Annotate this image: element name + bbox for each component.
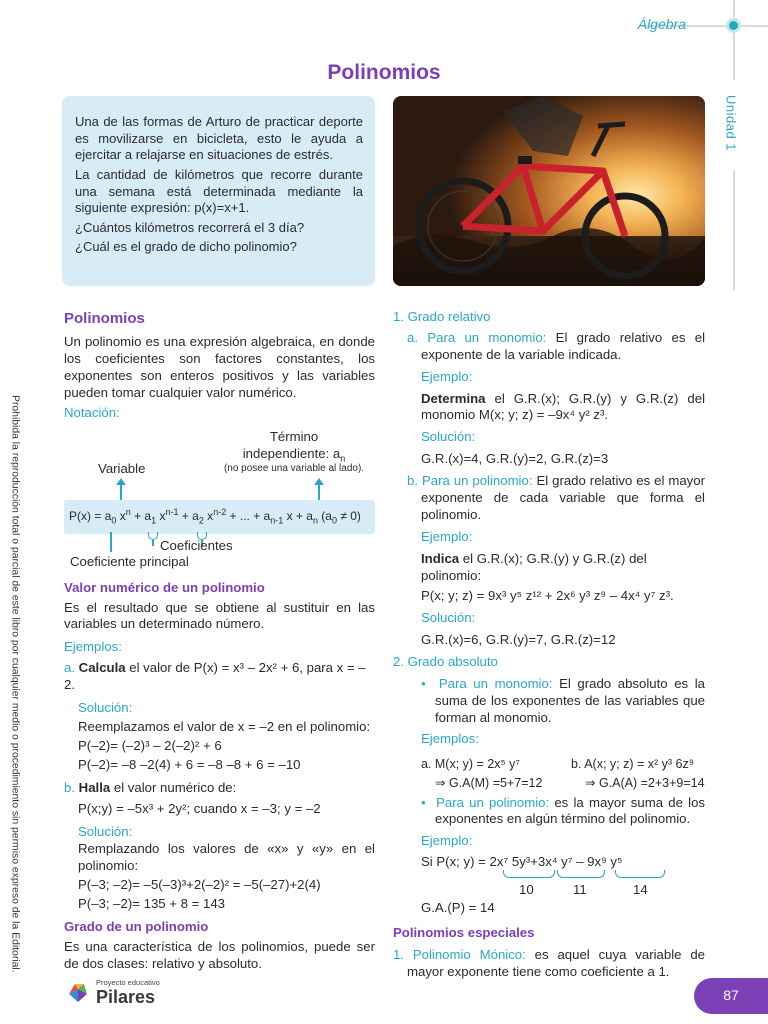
right-column bbox=[393, 309, 705, 981]
solution-label: Solución: bbox=[78, 699, 133, 715]
coef-principal-line bbox=[110, 532, 112, 552]
term-label-note: (no posee una variable al lado). bbox=[223, 462, 365, 474]
absolute-result-a: ⇒ G.A(M) =5+7=12 bbox=[435, 775, 543, 790]
grado-definition: Es una característica de los polinomios, puede ser de dos clases: relativo y absoluto. bbox=[64, 938, 375, 971]
definition-text: Un polinomio es una expresión algebraica, en donde los coeficientes son factores constantes, los exponentes son enteros positivos y las variables pueden tomar cualquier valor numérico. bbox=[64, 334, 375, 400]
term-label bbox=[214, 428, 374, 475]
solution-label: Solución: bbox=[421, 610, 476, 626]
solution-step: P(–3; –2)= –5(–3)³+2(–2)² = –5(–27)+2(4) bbox=[78, 876, 321, 892]
example-a-text: el valor de P(x) = x³ – 2x² + 6, para x = –2. bbox=[64, 660, 366, 693]
solution-label: Solución: bbox=[78, 823, 133, 839]
examples-label: Ejemplos: bbox=[421, 730, 479, 746]
section-heading-especiales: Polinomios especiales bbox=[393, 925, 535, 941]
intro-box bbox=[62, 96, 375, 286]
section-heading-valor: Valor numérico de un polinomio bbox=[64, 579, 265, 595]
rule-text: es aquel cuya variable de mayor exponente tiene como coeficiente a 1. bbox=[407, 947, 705, 979]
solution-step: Reemplazamos el valor de x = –2 en el polinomio: bbox=[78, 719, 371, 735]
section-heading-grado: Grado de un polinomio bbox=[64, 918, 209, 934]
logo-title: Pilares bbox=[96, 986, 156, 1007]
publisher-logo bbox=[66, 978, 160, 1006]
section-heading-polinomios: Polinomios bbox=[64, 310, 145, 327]
absolute-polynomial bbox=[393, 795, 705, 918]
absolute-examples bbox=[421, 752, 705, 792]
monic-polynomial-definition bbox=[393, 947, 705, 981]
absolute-polynomial-result: G.A.(P) = 14 bbox=[421, 900, 495, 916]
example-a-solution bbox=[64, 698, 375, 775]
principal-coefficient-label: Coeficiente principal bbox=[70, 553, 189, 569]
example-a-label: a. bbox=[64, 660, 75, 676]
formula-text: $P(x) = a_0$ $x^n + a_1$ $x^{n-1} + a_2$ $x^{n-2}$ + ... + $a_{n-1}$ $x + a_n$ $(a_0 \ne 0)$ bbox=[69, 506, 361, 526]
term-degree: 11 bbox=[573, 882, 587, 898]
page-number: 87 bbox=[694, 978, 768, 1014]
absolute-polynomial-example bbox=[421, 854, 705, 906]
solution-step: P(–2)= (–2)³ – 2(–2)² + 6 bbox=[78, 738, 222, 754]
relative-monomial-rule bbox=[407, 330, 705, 364]
relative-polynomial-example bbox=[421, 551, 705, 585]
polynomial-formula bbox=[64, 500, 375, 534]
absolute-monomial bbox=[393, 676, 705, 792]
example-a bbox=[64, 660, 375, 694]
solution-label: Solución: bbox=[421, 429, 476, 445]
intro-question: ¿Cuántos kilómetros recorrerá el 3 día? bbox=[75, 219, 305, 235]
relative-degree-title: 1. Grado relativo bbox=[393, 309, 491, 324]
term-label-line1: Término bbox=[269, 428, 319, 444]
left-column bbox=[64, 309, 375, 972]
relative-monomial-example bbox=[421, 391, 705, 425]
absolute-polynomial-rule bbox=[407, 795, 705, 829]
example-text: el G.R.(x); G.R.(y) y G.R.(z) del polinomio: bbox=[421, 550, 647, 583]
example-label: Ejemplo: bbox=[421, 833, 473, 849]
example-b-label: b. bbox=[64, 779, 75, 795]
relative-polynomial bbox=[393, 473, 705, 649]
absolute-example-b: b. A(x; y; z) = x² y³ 6z⁹ bbox=[571, 756, 695, 771]
example-b-text: el valor numérico de: bbox=[110, 779, 237, 795]
term-degree: 10 bbox=[519, 882, 534, 898]
valor-definition: Es el resultado que se obtiene al sustituir en las variables un determinado número. bbox=[64, 599, 375, 632]
variable-label: Variable bbox=[98, 460, 146, 476]
relative-monomial bbox=[393, 330, 705, 468]
rule-name: Para un monomio: bbox=[427, 329, 547, 345]
bullet-icon: • bbox=[421, 794, 431, 810]
example-verb: Indica bbox=[421, 550, 460, 566]
page-title: Polinomios bbox=[327, 61, 441, 84]
rule-name: Polinomio Mónico: bbox=[412, 947, 526, 963]
item-label: a. bbox=[407, 329, 418, 345]
item-label: 1. bbox=[393, 947, 404, 963]
term-degree: 14 bbox=[633, 882, 648, 898]
rule-text: es la mayor suma de los exponentes en algún término del polinomio. bbox=[435, 794, 706, 827]
header-dot-icon bbox=[726, 18, 741, 33]
examples-label: Ejemplos: bbox=[64, 639, 122, 655]
example-equation: P(x; y; z) = 9x³ y⁵ z¹² + 2x⁶ y³ z⁹ – 4x⁴ y⁷ z³. bbox=[421, 588, 674, 604]
rule-name: Para un monomio: bbox=[438, 676, 553, 692]
example-b bbox=[64, 780, 375, 797]
term-brace bbox=[615, 870, 665, 878]
solution-step: P(–3; –2)= 135 + 8 = 143 bbox=[78, 895, 226, 911]
term-label-line2: independiente: a bbox=[242, 445, 341, 461]
example-text: el G.R.(x); G.R.(y) y G.R.(z) del monomio M(x; y; z) = –9x⁴ y² z³. bbox=[421, 390, 705, 423]
rule-text: El grado absoluto es la suma de los exponentes de las variables que forman al monomio. bbox=[435, 676, 706, 725]
example-verb: Determina bbox=[421, 390, 486, 406]
example-label: Ejemplo: bbox=[421, 528, 473, 544]
example-b-solution bbox=[64, 799, 375, 912]
intro-paragraph: La cantidad de kilómetros que recorre durante una semana está determinada mediante la siguiente expresión: p(x)=x+1. bbox=[75, 166, 363, 216]
coef-brace bbox=[148, 532, 158, 540]
example-label: Ejemplo: bbox=[421, 368, 473, 384]
rule-text: El grado relativo es el exponente de la variable indicada. bbox=[421, 329, 705, 362]
coefficients-label: Coeficientes bbox=[160, 537, 233, 553]
term-brace bbox=[557, 870, 605, 878]
solution-result: G.R.(x)=6, G.R.(y)=7, G.R.(z)=12 bbox=[421, 632, 616, 648]
rule-name: Para un polinomio: bbox=[421, 473, 533, 489]
unit-rule bbox=[733, 170, 735, 290]
item-label: b. bbox=[407, 473, 418, 489]
unit-label: Unidad 1 bbox=[723, 95, 739, 152]
absolute-monomial-rule bbox=[407, 676, 705, 727]
term-label-subscript: n bbox=[340, 453, 346, 464]
example-b-verb: Halla bbox=[78, 779, 111, 795]
pilares-logo-icon bbox=[66, 980, 90, 1004]
coef-tick bbox=[152, 540, 154, 546]
absolute-example-a: a. M(x; y) = 2x⁵ y⁷ bbox=[421, 756, 520, 771]
absolute-result-b: ⇒ G.A(A) =2+3+9=14 bbox=[585, 775, 705, 790]
absolute-degree-title: 2. Grado absoluto bbox=[393, 654, 498, 670]
term-brace bbox=[503, 870, 555, 878]
bullet-icon: • bbox=[421, 676, 433, 692]
intro-question: ¿Cuál es el grado de dicho polinomio? bbox=[75, 239, 297, 255]
example-b-equation: P(x;y) = –5x³ + 2y²; cuando x = –3; y = –2 bbox=[78, 801, 321, 817]
intro-paragraph: Una de las formas de Arturo de practicar deporte es movilizarse en bicicleta, esto le ayuda a ejercitar a relajarse en situaciones de estrés. bbox=[75, 114, 363, 163]
rule-name: Para un polinomio: bbox=[436, 794, 550, 810]
example-a-verb: Calcula bbox=[78, 660, 126, 676]
relative-polynomial-rule bbox=[407, 473, 705, 524]
notation-label: Notación: bbox=[64, 404, 120, 420]
copyright-note: Prohibida la reproducción total o parcial de este libro por cualquier medio o procedimiento sin permiso expreso de la Editorial. bbox=[9, 395, 21, 973]
solution-step: P(–2)= –8 –2(4) + 6 = –8 –8 + 6 = –10 bbox=[78, 757, 301, 773]
bicycle-photo bbox=[393, 96, 705, 286]
example-equation: Si P(x; y) = 2x⁷ 5y³+3x⁴ y⁷ – 9x⁹ y⁵ bbox=[421, 854, 623, 870]
notation-diagram bbox=[64, 422, 375, 567]
header-subject: Álgebra bbox=[637, 16, 686, 32]
logo-subtitle: Proyecto educativo bbox=[96, 978, 160, 987]
rule-text: El grado relativo es el mayor exponente de cada variable que forma el polinomio. bbox=[421, 473, 705, 522]
solution-result: G.R.(x)=4, G.R.(y)=2, G.R.(z)=3 bbox=[421, 451, 609, 467]
solution-step: Remplazando los valores de «x» y «y» en el polinomio: bbox=[78, 840, 375, 873]
